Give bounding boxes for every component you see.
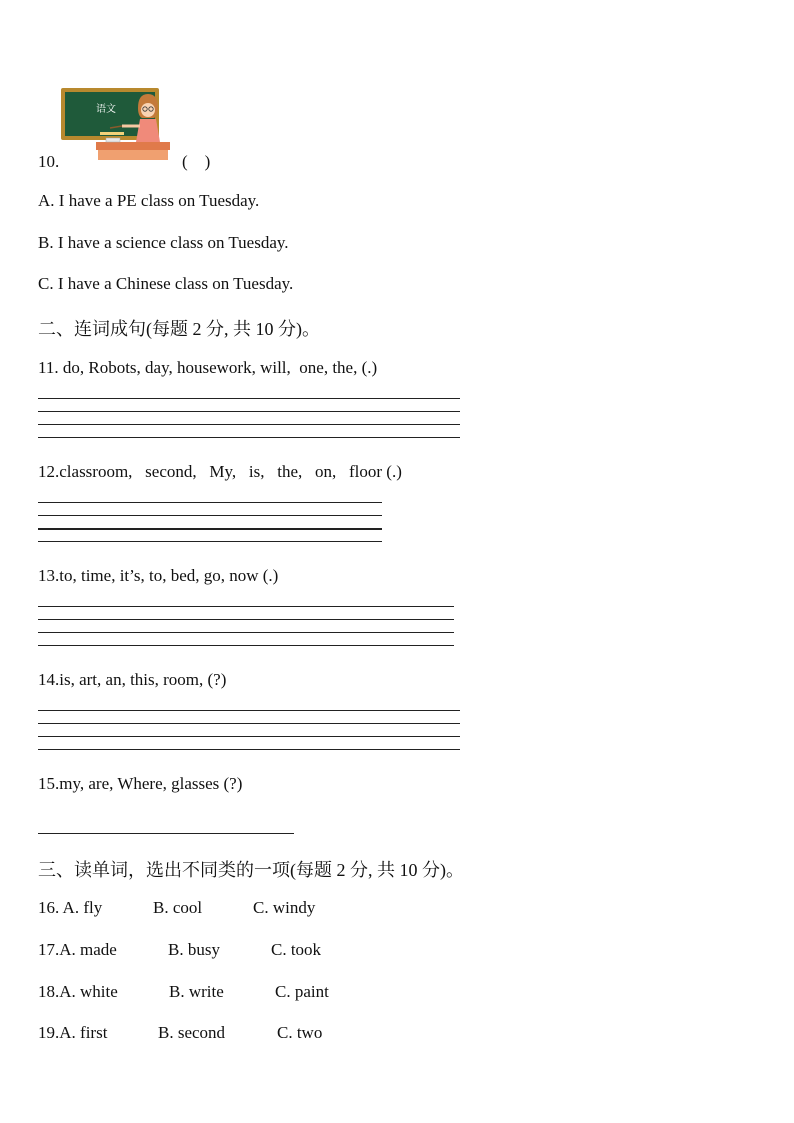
question-18-option-c: C. paint — [275, 982, 329, 1001]
question-10-number: 10. — [38, 152, 60, 171]
section-3-title: 三、读单词，选出不同类的一项(每题 2 分, 共 10 分)。 — [38, 860, 464, 880]
question-11-text: 11. do, Robots, day, housework, will, one, the, (.) — [38, 358, 378, 377]
question-19-option-a: 19.A. first — [38, 1023, 108, 1042]
question-14-text: 14.is, art, an, this, room, (?) — [38, 670, 227, 689]
question-17-option-c: C. took — [271, 940, 322, 959]
teacher-blackboard-picture — [60, 86, 172, 162]
question-10-option-c: C. I have a Chinese class on Tuesday. — [38, 274, 294, 293]
question-10-option-b: B. I have a science class on Tuesday. — [38, 233, 289, 252]
question-16-option-b: B. cool — [153, 898, 203, 917]
blackboard-label: 语文 — [96, 104, 116, 115]
question-10-option-a: A. I have a PE class on Tuesday. — [38, 191, 260, 210]
teacher-desk — [96, 142, 170, 150]
question-16-option-a: 16. A. fly — [38, 898, 103, 917]
section-2-title: 二、连词成句(每题 2 分, 共 10 分)。 — [38, 319, 320, 339]
question-12-text: 12.classroom, second, My, is, the, on, floor (.) — [38, 462, 402, 481]
question-18-option-b: B. write — [169, 982, 224, 1001]
question-18-option-a: 18.A. white — [38, 982, 118, 1001]
question-17-option-a: 17.A. made — [38, 940, 117, 959]
question-10-answer-paren: ( ) — [182, 152, 211, 171]
question-19-option-b: B. second — [158, 1023, 226, 1042]
question-15-text: 15.my, are, Where, glasses (?) — [38, 774, 243, 793]
question-16-option-c: C. windy — [253, 898, 316, 917]
question-13-text: 13.to, time, it’s, to, bed, go, now (.) — [38, 566, 279, 585]
question-15-answer-line — [38, 833, 294, 834]
question-17-option-b: B. busy — [168, 940, 220, 959]
question-19-option-c: C. two — [277, 1023, 323, 1042]
